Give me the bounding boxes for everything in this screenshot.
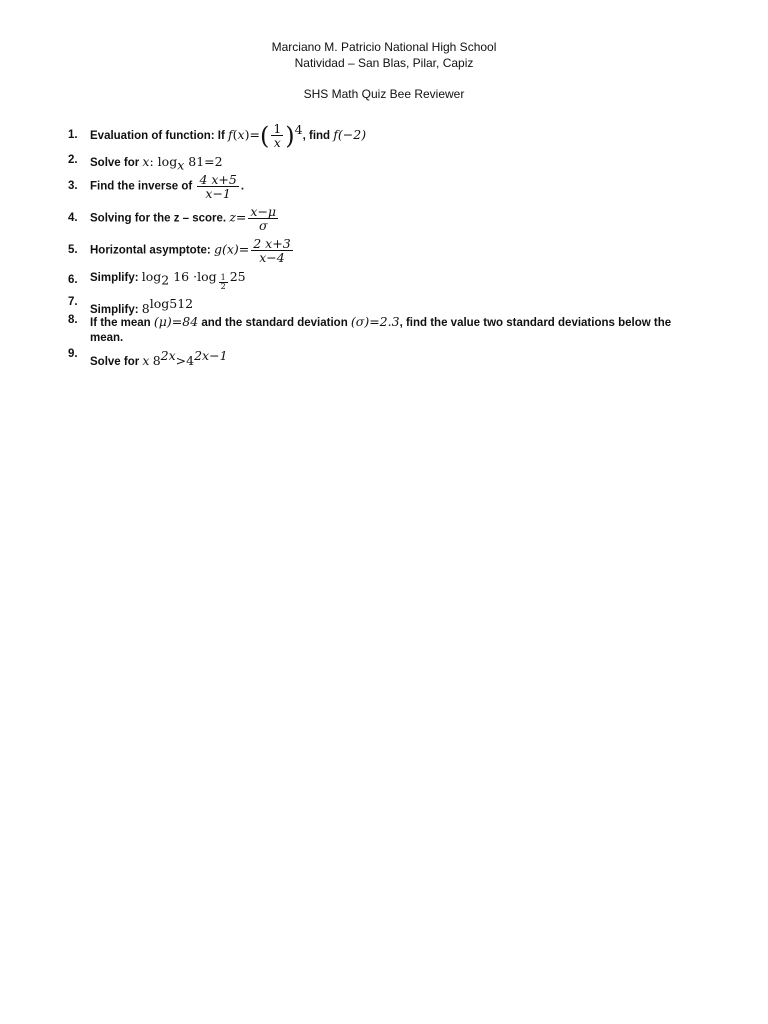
question-text: Simplify: [90, 303, 139, 316]
question-number: 4. [68, 212, 78, 224]
question-text: Simplify: [90, 272, 139, 284]
school-name: Marciano M. Patricio National High School [271, 40, 497, 54]
question-text: Horizontal asymptote: [90, 244, 211, 257]
question-text: If the mean [90, 317, 151, 329]
document-page: Marciano M. Patricio National High School Natividad – San Blas, Pilar, Capiz SHS Math Quiz Bee Reviewer 1. Evaluation of function: If f(x)=( $\frac{1}{x}$ )$^4$, find f(−2) 2. Solve for x: $\log_x 81=2$ 3. Find the inverse of $\frac{4 x+5}{x-1}$ . 4. Solving for the z – score. z= $\frac{x-\mu}{\sigma}$ 5. Horizontal asymptote: g(x)= $\frac{2 x+3}{x-4}$ 6. Simplify: $\log_2 16 \cdot\log$ $\frac{1}{2}$ 25 7. Simplify: $8^{log512}$ 8. If the mean (μ)=84 and the standard deviation (σ)=2.3, find the value two standard deviations below the mean. 9. Solve for x $8^{2x}>4^{2x-1}$ [0, 0, 768, 1024]
question-number: 8. [68, 314, 78, 326]
question-number: 1. [68, 129, 78, 141]
question-number: 3. [68, 180, 78, 192]
question-number: 5. [68, 244, 78, 256]
question-number: 9. [68, 348, 78, 360]
school-address: Natividad – San Blas, Pilar, Capiz [294, 56, 474, 70]
question-number: 2. [68, 154, 78, 166]
question-text: Solve for [90, 157, 140, 169]
question-number: 6. [68, 274, 78, 286]
question-text: Evaluation of function: If [90, 129, 225, 142]
reviewer-title: SHS Math Quiz Bee Reviewer [303, 87, 465, 101]
question-text: Solving for the z – score. [90, 212, 227, 225]
question-text: Solve for [90, 355, 140, 368]
question-text: Find the inverse of [90, 180, 193, 193]
question-number: 7. [68, 296, 78, 308]
